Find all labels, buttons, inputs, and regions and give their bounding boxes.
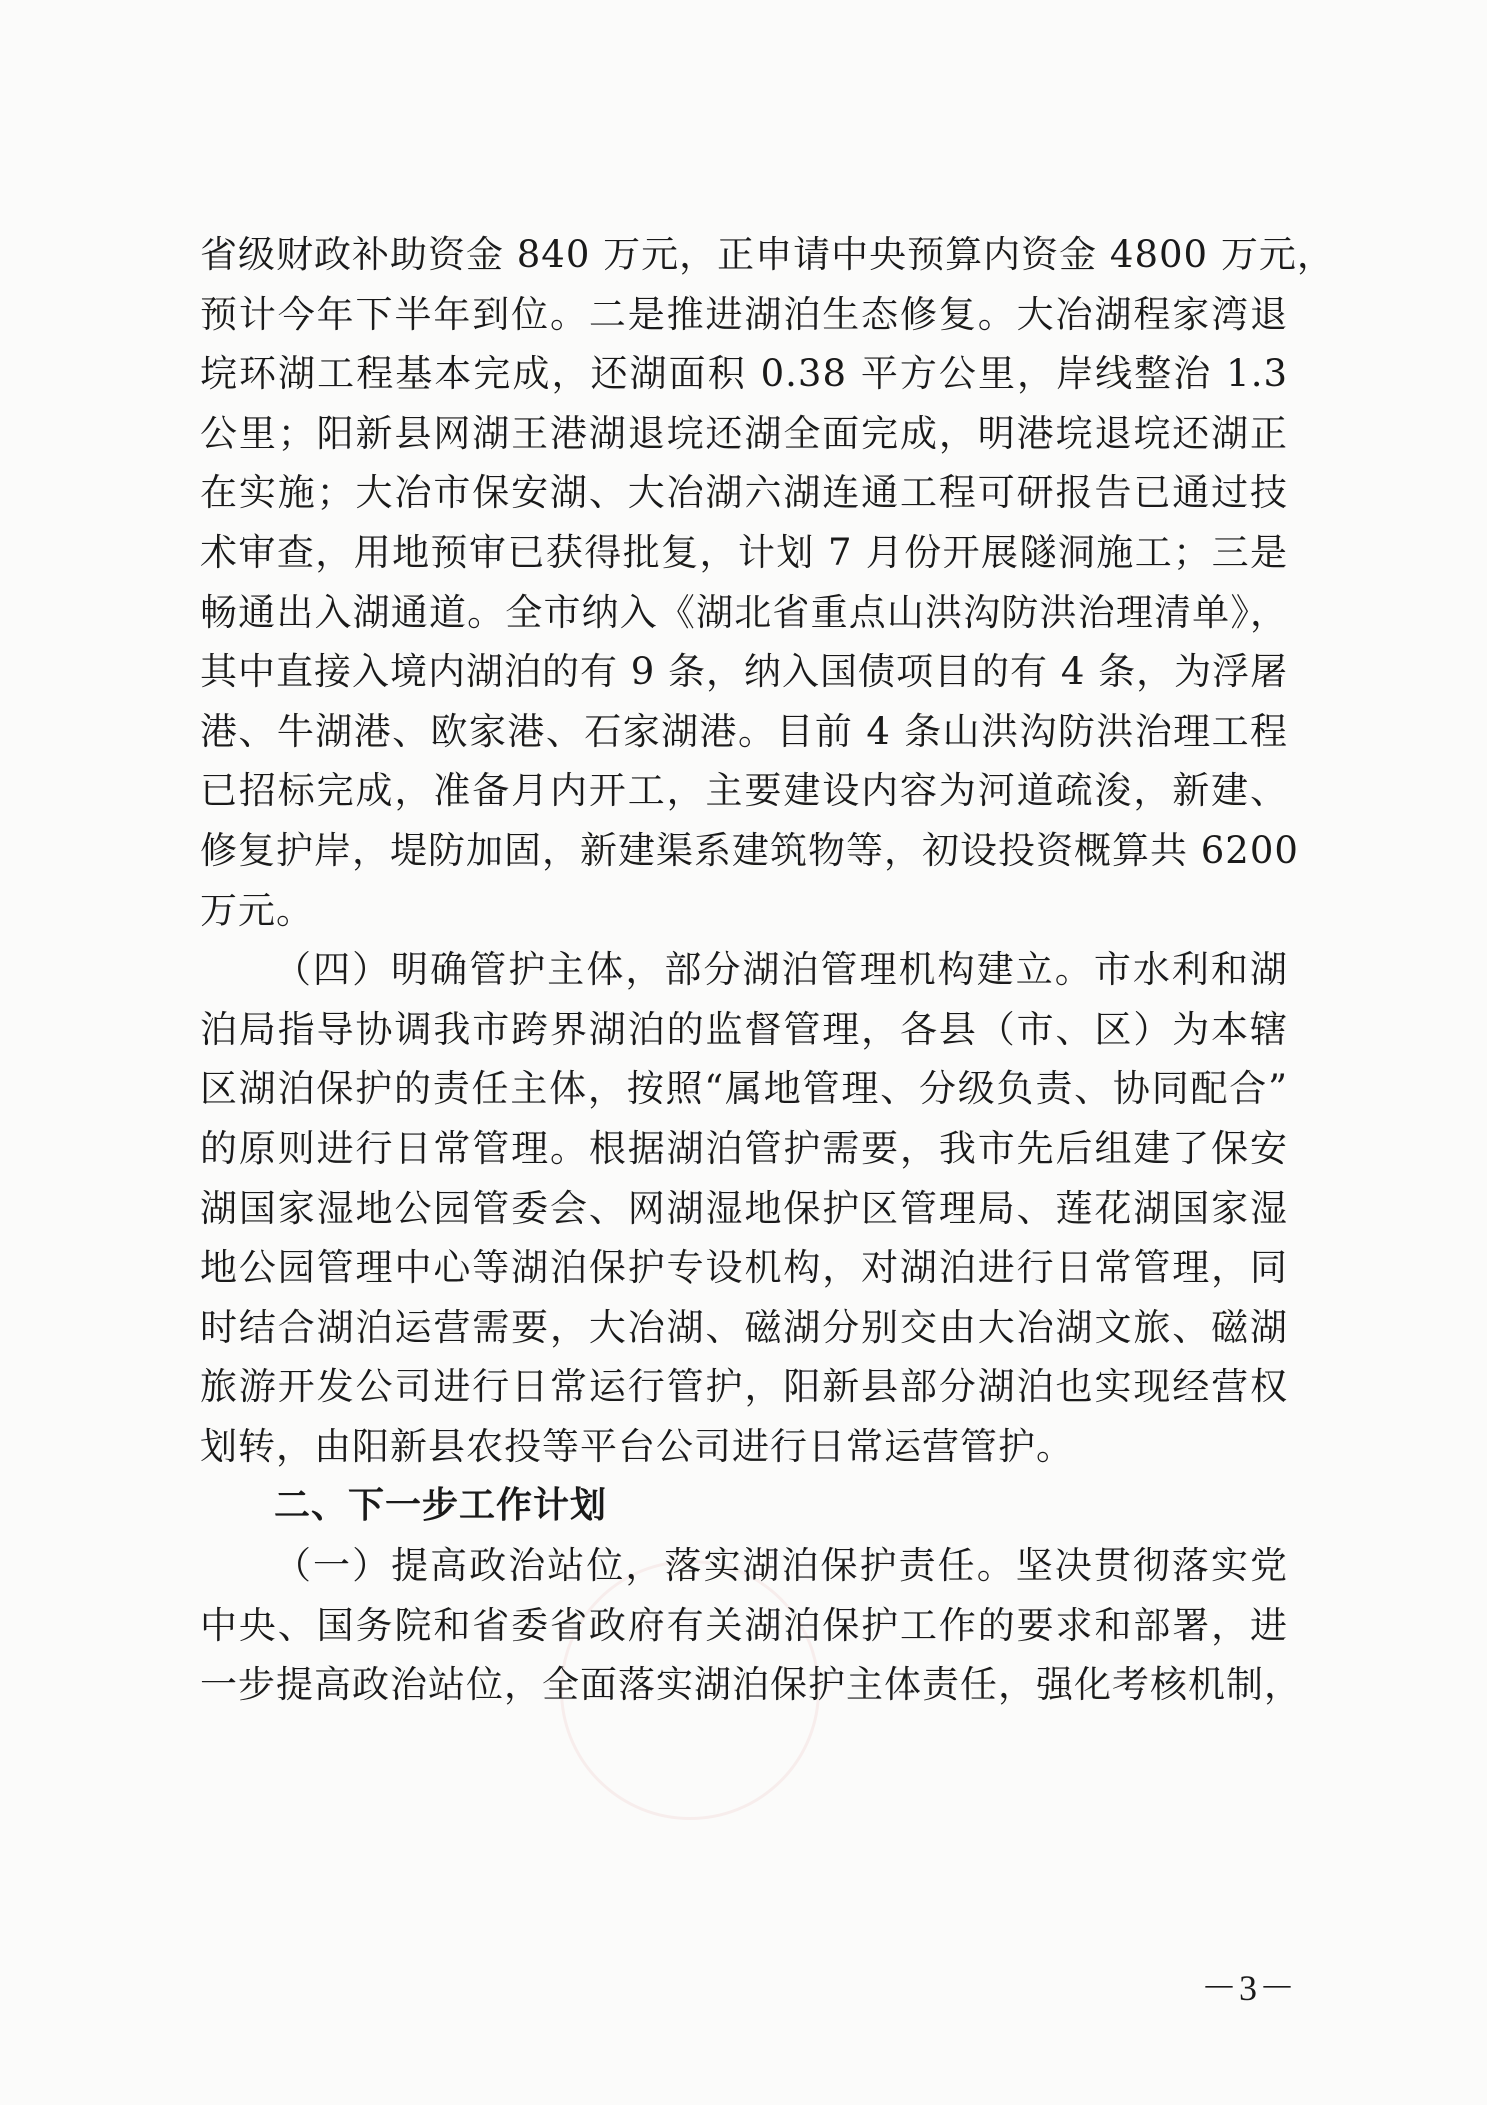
text-line: 旅游开发公司进行日常运行管护，阳新县部分湖泊也实现经营权 xyxy=(200,1365,1288,1409)
text-line: 公里；阳新县网湖王港湖退垸还湖全面完成，明港垸退垸还湖正 xyxy=(200,411,1288,455)
section-heading-next-steps: 二、下一步工作计划 xyxy=(274,1485,608,1527)
text-line: 垸环湖工程基本完成，还湖面积 0.38 平方公里，岸线整治 1.3 xyxy=(200,352,1288,396)
text-line: 时结合湖泊运营需要，大冶湖、磁湖分别交由大冶湖文旅、磁湖 xyxy=(200,1305,1288,1349)
text-line: 术审查，用地预审已获得批复，计划 7 月份开展隧洞施工；三是 xyxy=(200,530,1288,574)
text-line: 泊局指导协调我市跨界湖泊的监督管理，各县（市、区）为本辖 xyxy=(200,1007,1288,1051)
text-line: 的原则进行日常管理。根据湖泊管护需要，我市先后组建了保安 xyxy=(200,1126,1288,1170)
text-line: 省级财政补助资金 840 万元，正申请中央预算内资金 4800 万元， xyxy=(200,233,1335,276)
text-line: 畅通出入湖通道。全市纳入《湖北省重点山洪沟防洪治理清单》， xyxy=(200,590,1288,634)
paragraph-funding-and-restoration xyxy=(200,225,1335,940)
text-line: 港、牛湖港、欧家港、石家湖港。目前 4 条山洪沟防洪治理工程 xyxy=(200,709,1288,753)
page-number: －3－ xyxy=(1200,1968,1297,2008)
text-line: 万元。 xyxy=(200,888,314,932)
text-line: 在实施；大冶市保安湖、大冶湖六湖连通工程可研报告已通过技 xyxy=(200,471,1288,515)
text-line: 划转，由阳新县农投等平台公司进行日常运营管护。 xyxy=(200,1424,1074,1468)
text-line: 湖国家湿地公园管委会、网湖湿地保护区管理局、莲花湖国家湿 xyxy=(200,1186,1288,1230)
paragraph-management-bodies-cont xyxy=(200,1000,1288,1477)
text-line: 预计今年下半年到位。二是推进湖泊生态修复。大冶湖程家湾退 xyxy=(200,292,1288,336)
document-body xyxy=(200,225,1335,1715)
paragraph-political-stance-cont xyxy=(200,1596,1302,1715)
text-line: 其中直接入境内湖泊的有 9 条，纳入国债项目的有 4 条，为浮屠 xyxy=(200,650,1289,694)
text-line: 已招标完成，准备月内开工，主要建设内容为河道疏浚，新建、 xyxy=(200,769,1288,813)
paragraph-management-bodies xyxy=(200,940,1288,1000)
text-line: （一）提高政治站位，落实湖泊保护责任。坚决贯彻落实党 xyxy=(274,1544,1288,1588)
text-line: 地公园管理中心等湖泊保护专设机构，对湖泊进行日常管理，同 xyxy=(200,1246,1288,1290)
text-line: 区湖泊保护的责任主体，按照“属地管理、分级负责、协同配合” xyxy=(200,1067,1288,1111)
text-line: 一步提高政治站位，全面落实湖泊保护主体责任，强化考核机制， xyxy=(200,1663,1302,1707)
paragraph-political-stance xyxy=(200,1536,1288,1596)
text-line: 中央、国务院和省委省政府有关湖泊保护工作的要求和部署，进 xyxy=(200,1603,1288,1647)
text-line: 修复护岸，堤防加固，新建渠系建筑物等，初设投资概算共 6200 xyxy=(200,828,1299,872)
text-line: （四）明确管护主体，部分湖泊管理机构建立。市水利和湖 xyxy=(274,948,1288,992)
